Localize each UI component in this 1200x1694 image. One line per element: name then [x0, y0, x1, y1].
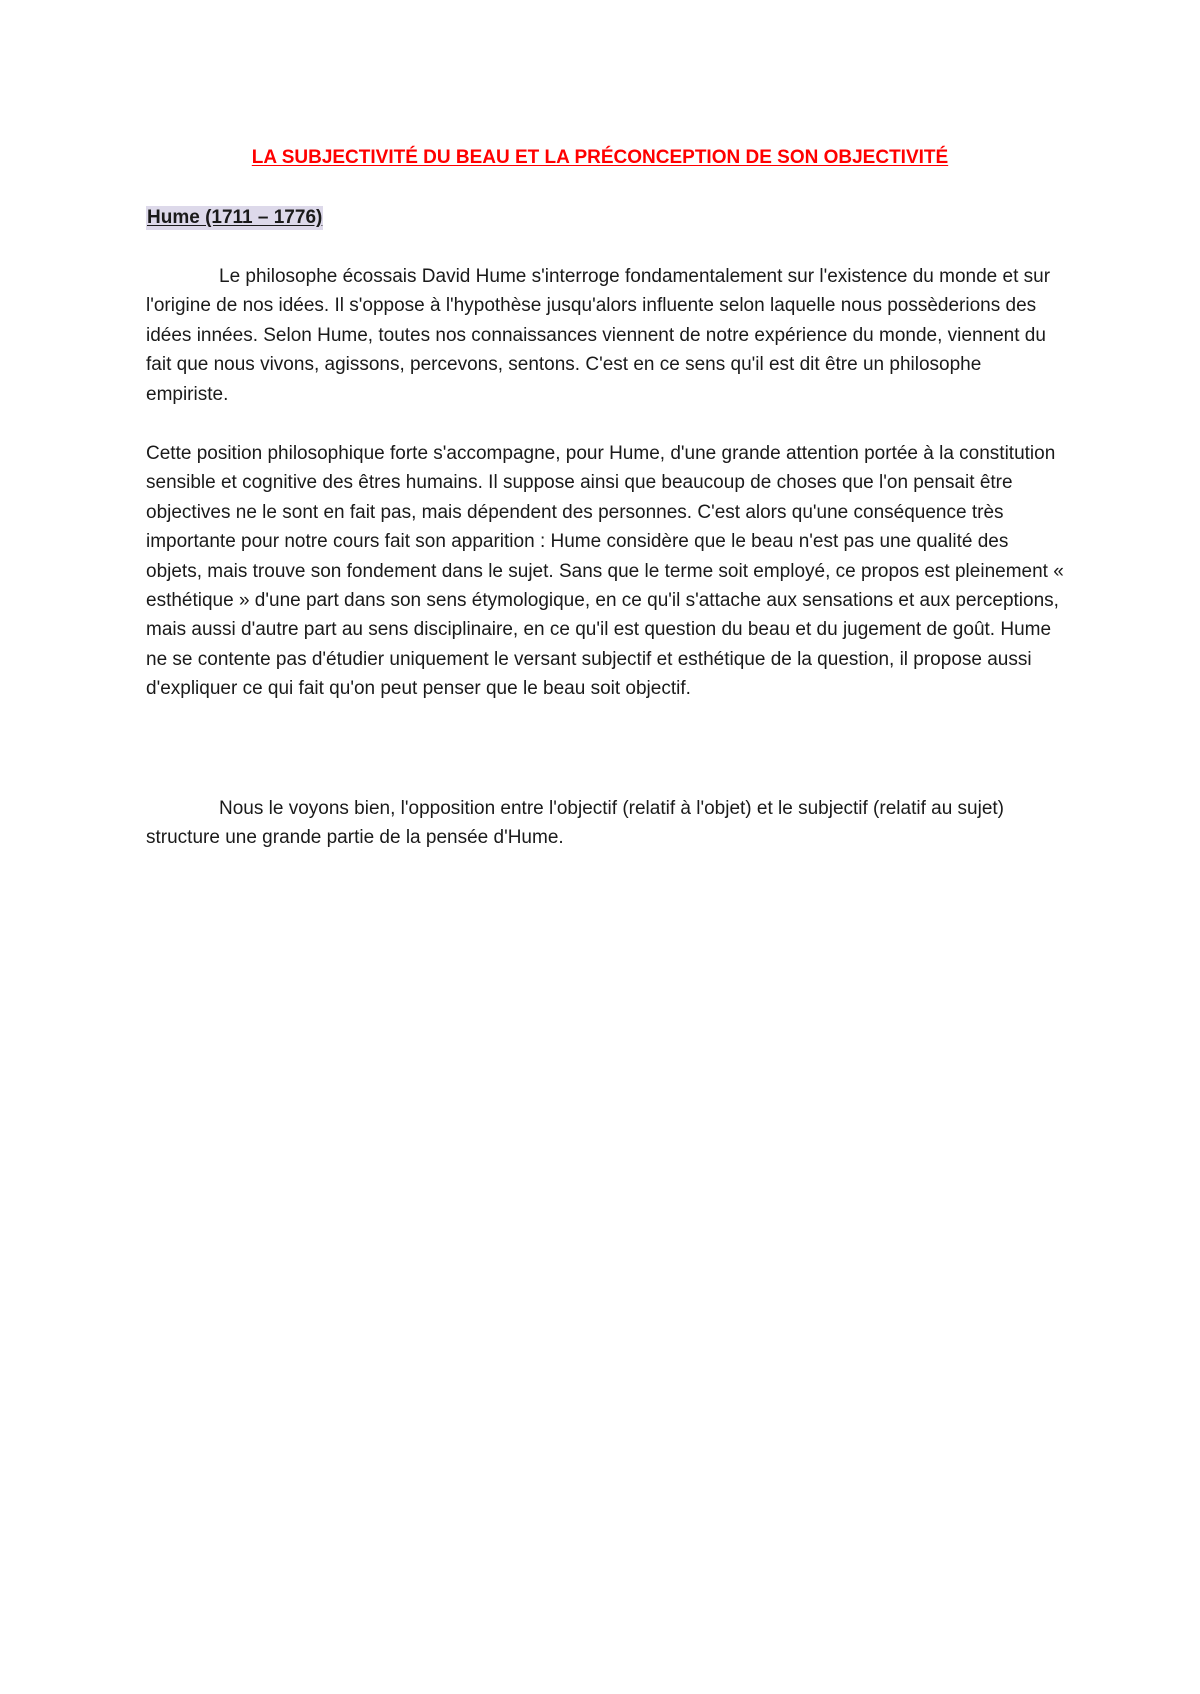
document-title: LA SUBJECTIVITÉ DU BEAU ET LA PRÉCONCEPTION DE SON OBJECTIVITÉ	[251, 147, 949, 168]
section-heading: Hume (1711 – 1776)	[147, 207, 323, 228]
paragraph-conclusion: Nous le voyons bien, l'opposition entre l'objectif (relatif à l'objet) et le subjectif (relatif au sujet) structure une grande partie de la pensée d'Hume.	[146, 798, 1005, 849]
paragraph-intro: Le philosophe écossais David Hume s'interroge fondamentalement sur l'existence du monde et sur l'origine de nos idées. Il s'oppose à l'hypothèse jusqu'alors influente selon laquelle nous possèderions des idées innées. Selon Hume, toutes nos connaissances viennent de notre expérience du monde, viennent du fait que nous vivons, agissons, percevons, sentons. C'est en ce sens qu'il est dit être un philosophe empiriste.	[146, 266, 1051, 405]
paragraph-position: Cette position philosophique forte s'accompagne, pour Hume, d'une grande attention portée à la constitution sensible et cognitive des êtres humains. Il suppose ainsi que beaucoup de choses que l'on pensait être objectives ne le sont en fait pas, mais dépendent des personnes. C'est alors qu'une conséquence très importante pour notre cours fait son apparition : Hume considère que le beau n'est pas une qualité des objets, mais trouve son fondement dans le sujet. Sans que le terme soit employé, ce propos est pleinement « esthétique » d'une part dans son sens étymologique, en ce qu'il s'attache aux sensations et aux perceptions, mais aussi d'autre part au sens disciplinaire, en ce qu'il est question du beau et du jugement de goût. Hume ne se contente pas d'étudier uniquement le versant subjectif et esthétique de la question, il propose aussi d'expliquer ce qui fait qu'on peut penser que le beau soit objectif.	[146, 443, 1064, 700]
